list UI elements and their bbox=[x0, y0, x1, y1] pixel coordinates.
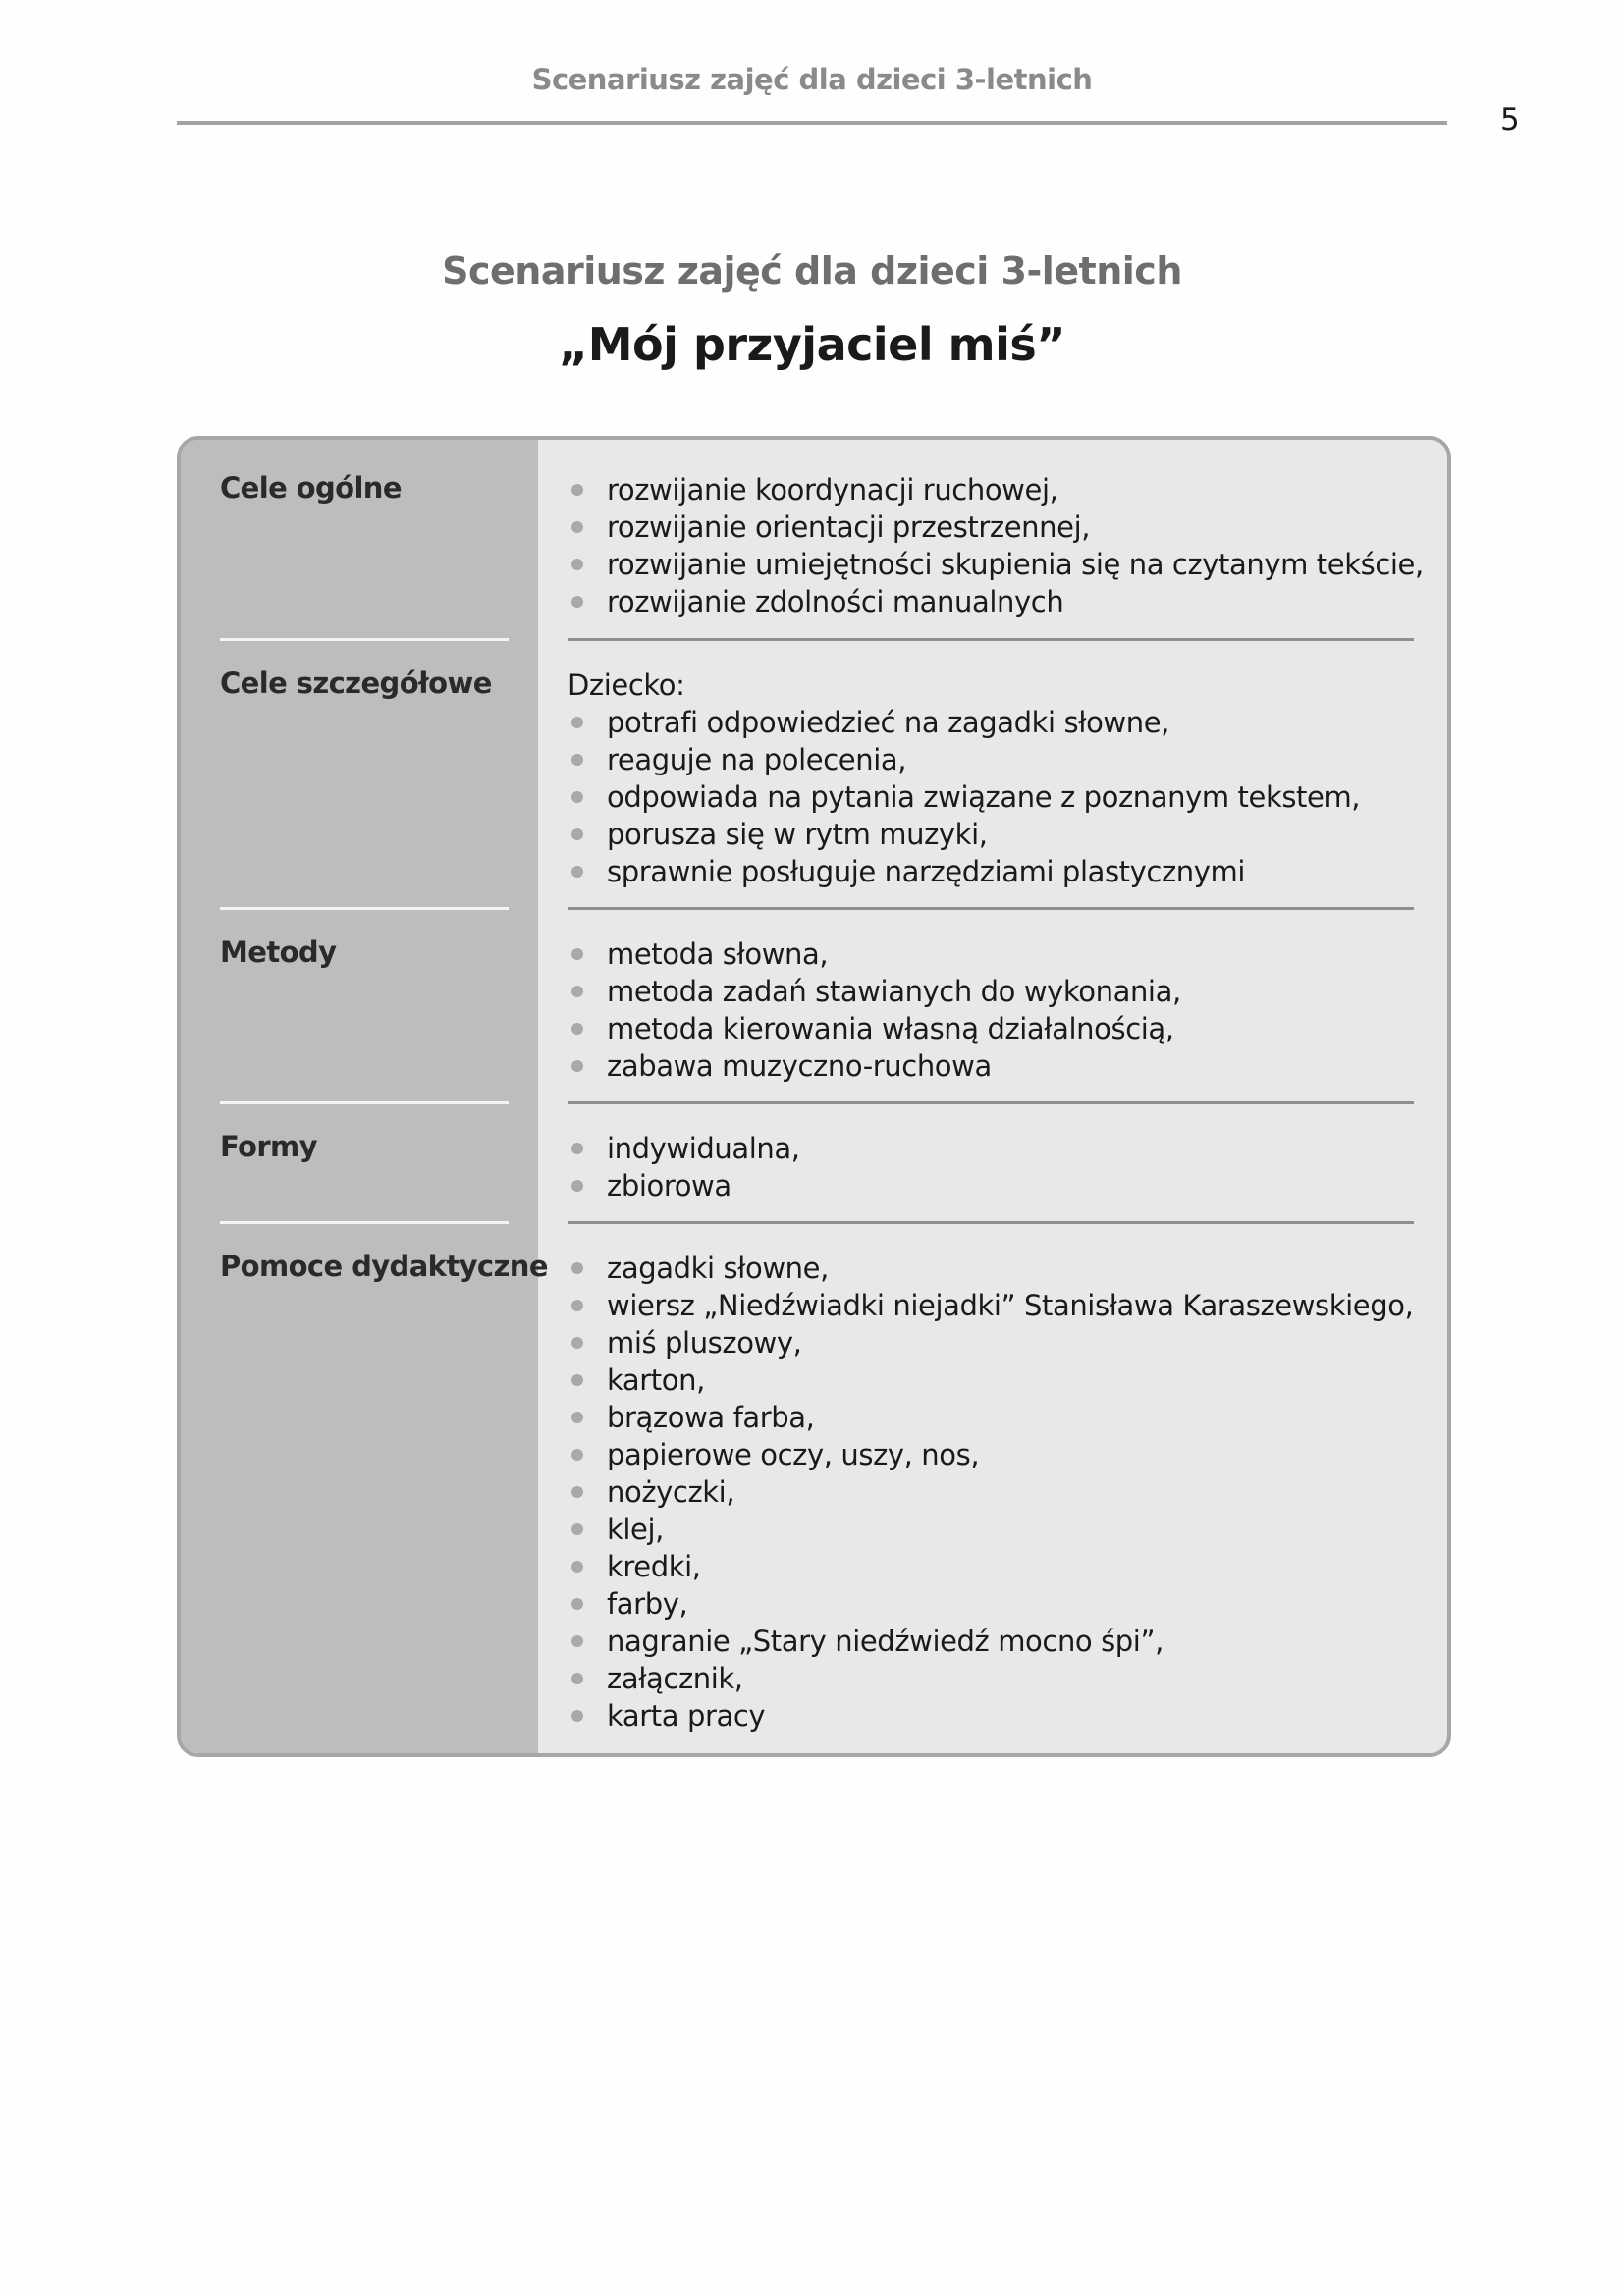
bullet-icon bbox=[571, 1262, 583, 1274]
list-item bbox=[568, 1697, 1412, 1735]
header-rule bbox=[177, 121, 1447, 125]
list-item-text: sprawnie posługuje narzędziami plastycznymi bbox=[607, 855, 1246, 888]
section-label: Pomoce dydaktyczne bbox=[220, 1250, 548, 1283]
section-label: Metody bbox=[220, 935, 337, 969]
bullet-icon bbox=[571, 1412, 583, 1423]
section-divider-left bbox=[220, 1101, 509, 1104]
section-intro: Dziecko: bbox=[568, 668, 685, 702]
page-number: 5 bbox=[1500, 102, 1520, 137]
section-label: Cele ogólne bbox=[220, 471, 402, 505]
bullet-icon bbox=[571, 1060, 583, 1072]
bullet-icon bbox=[571, 596, 583, 608]
bullet-list bbox=[568, 704, 1412, 890]
section-divider-left bbox=[220, 1221, 509, 1224]
list-item bbox=[568, 471, 1412, 508]
list-item bbox=[568, 1047, 1412, 1085]
section-label: Cele szczegółowe bbox=[220, 667, 492, 700]
section-divider-left bbox=[220, 907, 509, 910]
document-title: „Mój przyjaciel miś” bbox=[559, 318, 1065, 371]
bullet-icon bbox=[571, 791, 583, 803]
list-item bbox=[568, 1660, 1412, 1697]
bullet-icon bbox=[571, 866, 583, 878]
list-item bbox=[568, 973, 1412, 1010]
bullet-icon bbox=[571, 1598, 583, 1610]
bullet-icon bbox=[571, 1143, 583, 1154]
list-item-text: klej, bbox=[607, 1513, 664, 1546]
list-item-text: zabawa muzyczno-ruchowa bbox=[607, 1049, 992, 1083]
bullet-icon bbox=[571, 521, 583, 533]
list-item-text: indywidualna, bbox=[607, 1132, 800, 1165]
section-divider-right bbox=[568, 1221, 1414, 1224]
list-item-text: metoda słowna, bbox=[607, 937, 829, 971]
list-item bbox=[568, 741, 1412, 778]
bullet-list bbox=[568, 1250, 1412, 1735]
bullet-icon bbox=[571, 559, 583, 570]
bullet-icon bbox=[571, 1449, 583, 1461]
section-divider-right bbox=[568, 1101, 1414, 1104]
bullet-list bbox=[568, 471, 1424, 620]
list-item bbox=[568, 1250, 1412, 1287]
list-item bbox=[568, 546, 1424, 583]
list-item bbox=[568, 1511, 1412, 1548]
section-divider-right bbox=[568, 907, 1414, 910]
running-header: Scenariusz zajęć dla dzieci 3-letnich bbox=[531, 63, 1093, 96]
bullet-icon bbox=[571, 484, 583, 496]
list-item-text: rozwijanie koordynacji ruchowej, bbox=[607, 473, 1058, 507]
document-subtitle: Scenariusz zajęć dla dzieci 3-letnich bbox=[442, 249, 1182, 293]
bullet-icon bbox=[571, 754, 583, 766]
section-label: Formy bbox=[220, 1130, 317, 1163]
list-item-text: metoda zadań stawianych do wykonania, bbox=[607, 975, 1181, 1008]
list-item-text: załącznik, bbox=[607, 1662, 743, 1695]
list-item bbox=[568, 935, 1412, 973]
list-item-text: reaguje na polecenia, bbox=[607, 743, 907, 776]
list-item bbox=[568, 1010, 1412, 1047]
bullet-icon bbox=[571, 1300, 583, 1311]
bullet-icon bbox=[571, 1374, 583, 1386]
list-item-text: nożyczki, bbox=[607, 1475, 735, 1509]
bullet-icon bbox=[571, 948, 583, 960]
list-item-text: karton, bbox=[607, 1363, 705, 1397]
bullet-icon bbox=[571, 1180, 583, 1192]
list-item bbox=[568, 1473, 1412, 1511]
list-item-text: karta pracy bbox=[607, 1699, 766, 1733]
bullet-icon bbox=[571, 1023, 583, 1035]
list-item-text: brązowa farba, bbox=[607, 1401, 815, 1434]
bullet-icon bbox=[571, 1635, 583, 1647]
list-item-text: kredki, bbox=[607, 1550, 701, 1583]
list-item-text: zbiorowa bbox=[607, 1169, 731, 1202]
list-item bbox=[568, 1324, 1412, 1362]
list-item bbox=[568, 1623, 1412, 1660]
section-body bbox=[568, 1130, 1412, 1204]
bullet-icon bbox=[571, 828, 583, 840]
bullet-icon bbox=[571, 1710, 583, 1722]
list-item bbox=[568, 1130, 1412, 1167]
list-item-text: wiersz „Niedźwiadki niejadki” Stanisława Karaszewskiego, bbox=[607, 1289, 1414, 1322]
list-item bbox=[568, 583, 1412, 620]
bullet-icon bbox=[571, 1337, 583, 1349]
list-item-text: rozwijanie umiejętności skupienia się na czytanym tekście, bbox=[607, 548, 1424, 581]
list-item-text: nagranie „Stary niedźwiedź mocno śpi”, bbox=[607, 1625, 1164, 1658]
bullet-icon bbox=[571, 1561, 583, 1573]
list-item bbox=[568, 1585, 1412, 1623]
section-divider-right bbox=[568, 638, 1414, 641]
section-body bbox=[568, 1250, 1412, 1735]
bullet-icon bbox=[571, 1673, 583, 1684]
list-item-text: odpowiada na pytania związane z poznanym tekstem, bbox=[607, 780, 1361, 814]
list-item bbox=[568, 778, 1412, 816]
list-item-text: zagadki słowne, bbox=[607, 1252, 829, 1285]
list-item bbox=[568, 1287, 1412, 1324]
list-item bbox=[568, 853, 1412, 890]
section-divider-left bbox=[220, 638, 509, 641]
label-column bbox=[181, 440, 538, 1753]
bullet-list bbox=[568, 1130, 1412, 1204]
list-item-text: papierowe oczy, uszy, nos, bbox=[607, 1438, 980, 1471]
list-item bbox=[568, 704, 1412, 741]
list-item bbox=[568, 508, 1412, 546]
list-item bbox=[568, 1167, 1412, 1204]
list-item-text: porusza się w rytm muzyki, bbox=[607, 818, 988, 851]
bullet-icon bbox=[571, 1486, 583, 1498]
bullet-icon bbox=[571, 717, 583, 728]
list-item-text: miś pluszowy, bbox=[607, 1326, 802, 1360]
bullet-icon bbox=[571, 1523, 583, 1535]
list-item bbox=[568, 816, 1412, 853]
list-item-text: rozwijanie orientacji przestrzennej, bbox=[607, 510, 1091, 544]
section-body bbox=[568, 471, 1424, 620]
list-item bbox=[568, 1436, 1412, 1473]
list-item-text: metoda kierowania własną działalnością, bbox=[607, 1012, 1174, 1045]
lesson-plan-box bbox=[177, 436, 1451, 1757]
section-body bbox=[568, 667, 1412, 890]
bullet-list bbox=[568, 935, 1412, 1085]
bullet-icon bbox=[571, 986, 583, 997]
section-body bbox=[568, 935, 1412, 1085]
list-item bbox=[568, 1548, 1412, 1585]
list-item-text: farby, bbox=[607, 1587, 688, 1621]
list-item-text: potrafi odpowiedzieć na zagadki słowne, bbox=[607, 706, 1169, 739]
list-item-text: rozwijanie zdolności manualnych bbox=[607, 585, 1064, 618]
list-item bbox=[568, 1399, 1412, 1436]
list-item bbox=[568, 1362, 1412, 1399]
